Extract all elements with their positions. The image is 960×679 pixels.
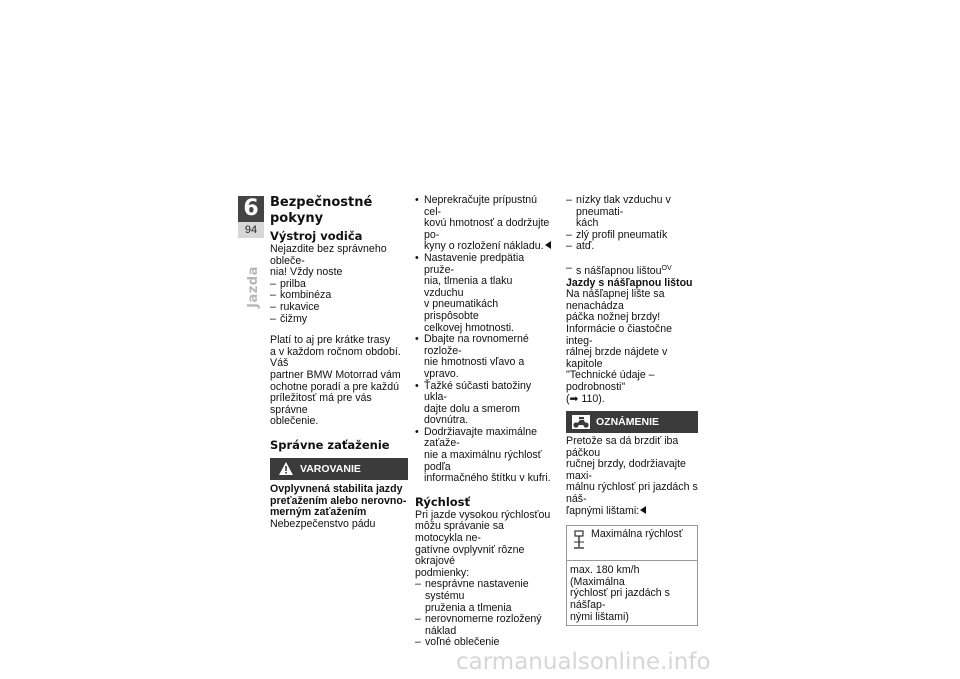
- speed-heading: Rýchlosť: [415, 494, 471, 509]
- text-line: celkovej hmotnosti.: [424, 321, 515, 334]
- text-line: nia, tlmenia a tlaku vzduchu: [424, 275, 513, 299]
- list-item: [415, 381, 551, 427]
- column-right: [566, 195, 698, 626]
- load-heading: Správne zaťaženie: [270, 437, 390, 452]
- page-heading: Bezpečnostné pokyny: [270, 195, 373, 226]
- gear-intro-line: Nejazdite bez správneho obleče-: [270, 243, 387, 267]
- warning-bar: [270, 458, 408, 480]
- gear-item: – prilba: [270, 279, 408, 291]
- text-line: • Nastavenie predpätia pruže-: [424, 251, 525, 276]
- motorcycle-note-icon: [572, 415, 590, 429]
- chapter-number: 6: [243, 196, 259, 221]
- text-line: Platí to aj pre krátke trasy: [270, 334, 391, 347]
- page-reference-link[interactable]: (➡ 110).: [566, 392, 605, 405]
- text-line: páčka nožnej brzdy!: [566, 311, 661, 324]
- gear-paragraph: [270, 335, 408, 428]
- warning-triangle-icon: [278, 461, 294, 476]
- column-middle: [415, 195, 551, 649]
- text-line: • Neprekračujte prípustnú cel-: [424, 194, 538, 218]
- gear-item: – čižmy: [270, 314, 408, 326]
- text-line: ručnej brzdy, dodržiavajte maxi-: [566, 458, 686, 482]
- text-line: rálnej brzde nájdete v kapitole: [566, 346, 668, 370]
- text-line: nými lištami): [570, 610, 629, 623]
- text-line: podmienky:: [415, 566, 470, 579]
- text-line: gatívne ovplyvniť rôzne okrajové: [415, 543, 525, 568]
- list-item: [566, 263, 698, 278]
- text-line: pruženia a tlmenia: [425, 601, 512, 614]
- text-line: informačného štítku v kufri.: [424, 472, 551, 485]
- text-line: dajte dolu a smerom dovnútra.: [424, 402, 520, 427]
- list-item: [415, 579, 551, 614]
- warning-label: VAROVANIE: [300, 462, 361, 475]
- text-line: max. 180 km/h (Maximálna: [570, 564, 640, 588]
- list-item: [566, 195, 698, 230]
- text-line: [566, 506, 698, 518]
- text-span: s nášľapnou lištou: [576, 264, 662, 277]
- note-label: OZNÁMENIE: [596, 416, 659, 429]
- text-line: "Technické údaje – podrobnosti": [566, 369, 655, 393]
- text-line: kách: [576, 217, 599, 230]
- warning-title-line: preťažením alebo nerovno-: [270, 494, 407, 507]
- text-line: v pneumatikách prispôsobte: [424, 298, 499, 322]
- speed-table: [566, 525, 698, 626]
- gear-intro-line: nia! Vždy noste: [270, 266, 343, 279]
- end-mark-icon: [545, 241, 551, 249]
- text-span: kyny o rozložení nákladu.: [424, 240, 544, 253]
- text-line: rýchlosť pri jazdách s nášľap-: [570, 587, 670, 612]
- warning-text: Nebezpečenstvo pádu: [270, 517, 376, 530]
- text-line: kovú hmotnosť a dodržujte po-: [424, 217, 550, 241]
- text-line: Informácie o čiastočne integ-: [566, 322, 672, 347]
- list-item: [415, 334, 551, 380]
- text-line: partner BMW Motorrad vám: [270, 368, 401, 381]
- list-item: [415, 427, 551, 485]
- chapter-title: Jazda: [246, 266, 261, 308]
- table-body: [567, 561, 697, 625]
- text-line: nie hmotnosti vľavo a vpravo.: [424, 356, 525, 380]
- list-item: – voľné oblečenie: [415, 637, 551, 649]
- list-item: [415, 195, 551, 253]
- text-line: – nízky tlak vzduchu v pneumati-: [576, 194, 671, 218]
- warning-content: [270, 484, 408, 530]
- list-item: [415, 253, 551, 334]
- text-line: • Dodržiavajte maximálne zaťaže-: [424, 425, 538, 450]
- warning-title-line: Ovplyvnená stabilita jazdy: [270, 482, 403, 495]
- text-line: Pretože sa dá brzdiť iba páčkou: [566, 435, 679, 459]
- text-line: • Dbajte na rovnomerné rozlože-: [424, 333, 529, 357]
- text-line: – nesprávne nastavenie systému: [425, 578, 529, 602]
- text-span: ľapnými lištami:: [566, 504, 640, 517]
- text-line: Pri jazde vysokou rýchlosťou: [415, 508, 551, 521]
- text-line: a v každom ročnom období. Váš: [270, 345, 401, 370]
- text-line: oblečenie.: [270, 415, 319, 428]
- gear-item: – rukavice: [270, 302, 408, 314]
- gear-heading: Výstroj vodiča: [270, 229, 363, 243]
- text-line: Na nášľapnej lište sa nenachádza: [566, 288, 665, 312]
- column-left: [270, 195, 408, 530]
- text-line: málnu rýchlosť pri jazdách s náš-: [566, 481, 698, 506]
- page-number: 94: [238, 222, 264, 238]
- text-line: môžu správanie sa motocykla ne-: [415, 520, 504, 545]
- list-item: – nerovnomerne rozložený náklad: [415, 614, 551, 637]
- list-item: – atď.: [566, 241, 698, 253]
- note-bar: [566, 411, 698, 433]
- footboard-heading: Jazdy s nášľapnou lištou: [566, 276, 693, 289]
- table-header-row: [567, 526, 697, 561]
- end-mark-icon: [640, 506, 646, 514]
- warning-title-line: merným zaťažením: [270, 506, 367, 519]
- table-header: Maximálna rýchlosť: [591, 528, 683, 541]
- speed-limit-icon: [571, 530, 587, 550]
- text-line: nie a maximálnu rýchlosť podľa: [424, 449, 542, 473]
- watermark: carmanualsonline.info: [456, 649, 711, 675]
- text-line: príležitosť má pre vás správne: [270, 392, 372, 416]
- text-line: ochotne poradí a pre každú: [270, 380, 399, 393]
- text-line: • Ťažké súčasti batožiny ukla-: [424, 379, 532, 404]
- option-code: OV: [661, 264, 672, 272]
- list-item: – zlý profil pneumatík: [566, 230, 698, 242]
- gear-item: – kombinéza: [270, 290, 408, 302]
